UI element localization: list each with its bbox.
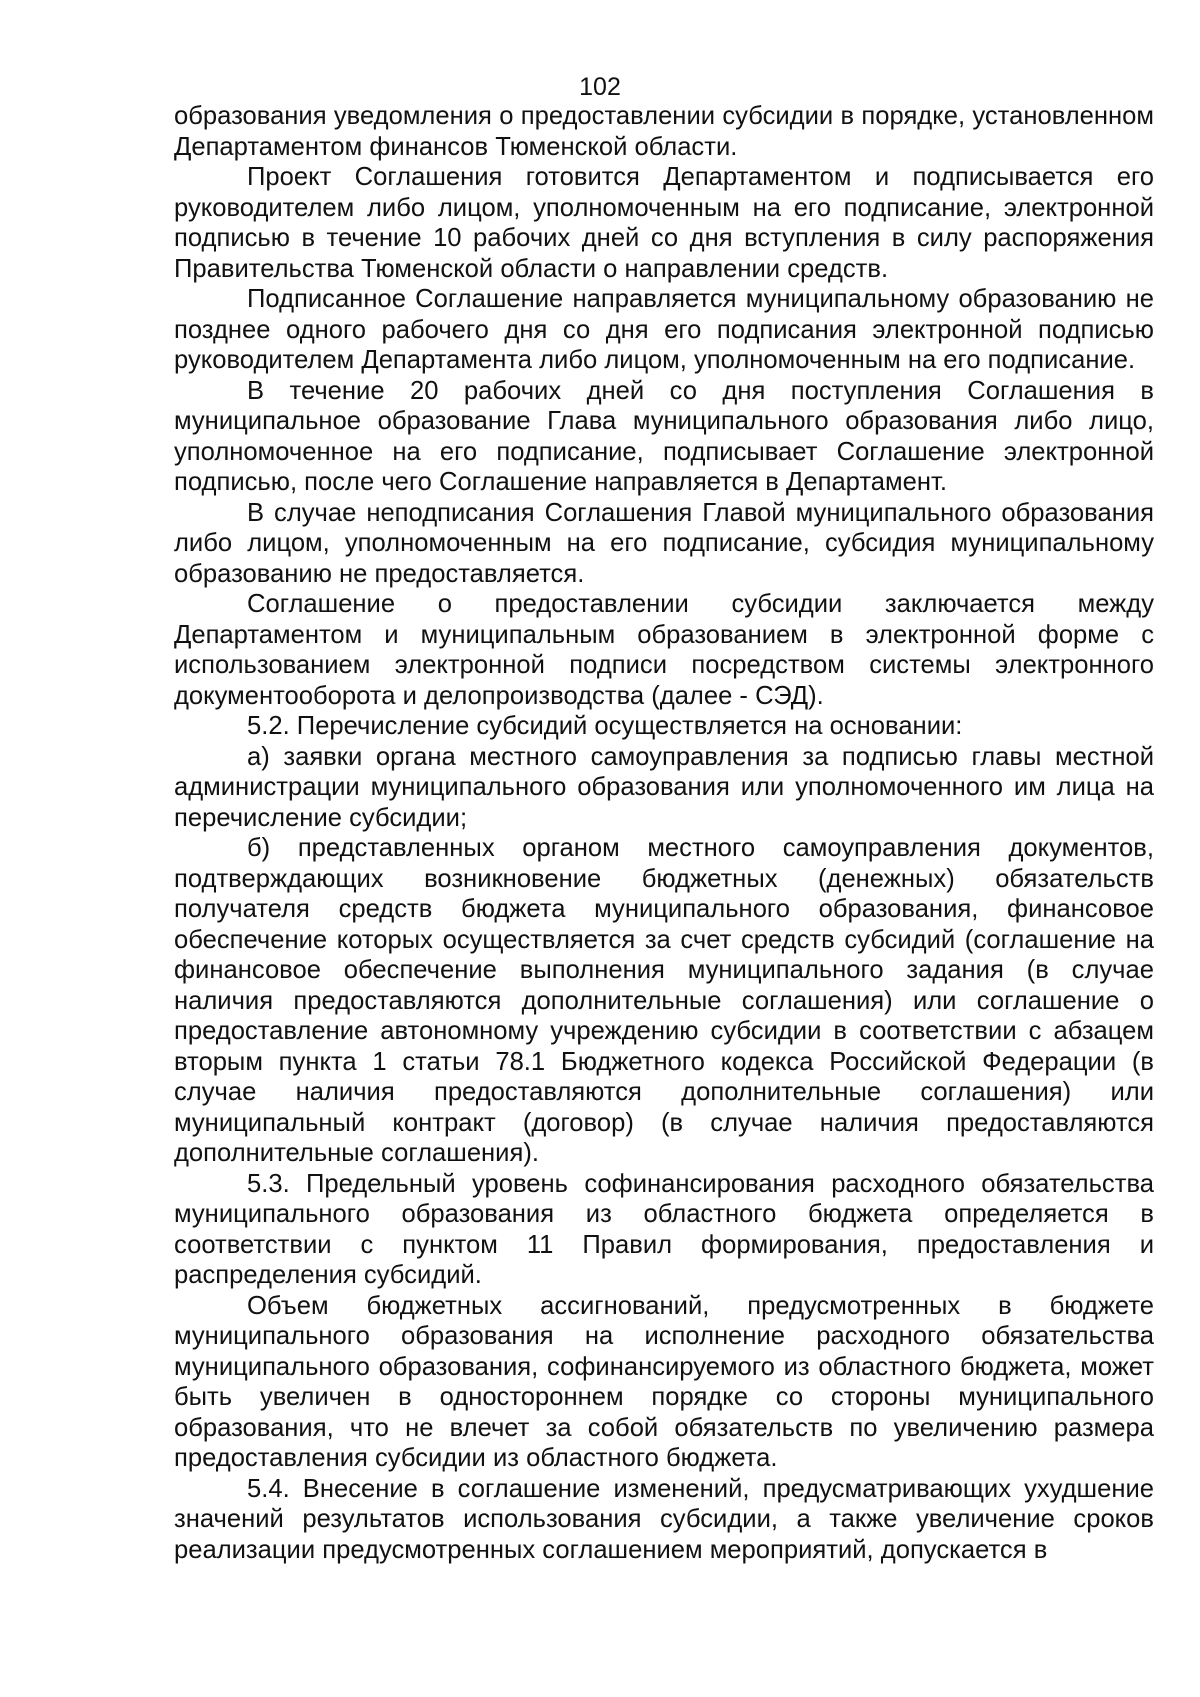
paragraph-electronic-form: Соглашение о предоставлении субсидии заключается между Департаментом и муниципальным образованием в электронной форме с использованием электронной подписи посредством системы электронного документооборота и делопроизводства (далее - СЭД). — [174, 590, 1154, 710]
paragraph-5-3: 5.3. Предельный уровень софинансирования расходного обязательства муниципального образования из областного бюджета определяется в соответствии с пунктом 11 Правил формирования, предоставления и распределения субсидий. — [174, 1169, 1154, 1289]
paragraph-5-4: 5.4. Внесение в соглашение изменений, предусматривающих ухудшение значений результатов использования субсидии, а также увеличение сроков реализации предусмотренных соглашением мероприятий, допускается в — [174, 1474, 1154, 1564]
paragraph-budget-allocations: Объем бюджетных ассигнований, предусмотренных в бюджете муниципального образования на исполнение расходного обязательства муниципального образования, софинансируемого из областного бюджета, может быть увеличен в одностороннем порядке со стороны муниципального образования, что не влечет за собой обязательств по увеличению размера предоставления субсидии из областного бюджета. — [174, 1291, 1154, 1472]
paragraph-5-2-b: б) представленных органом местного самоуправления документов, подтверждающих возникновение бюджетных (денежных) обязательств получателя средств бюджета муниципального образования, финансовое обеспечение которых осуществляется за счет средств субсидий (соглашение на финансовое обеспечение выполнения муниципального задания (в случае наличия предоставляются дополнительные соглашения) или соглашение о предоставление автономному учреждению субсидии в соответствии с абзацем вторым пункта 1 статьи 78.1 Бюджетного кодекса Российской Федерации (в случае наличия предоставляются дополнительные соглашения) или муниципальный контракт (договор) (в случае наличия предоставляются дополнительные соглашения). — [174, 834, 1154, 1167]
paragraph-5-2: 5.2. Перечисление субсидий осуществляется на основании: — [247, 712, 963, 740]
paragraph-non-signing: В случае неподписания Соглашения Главой муниципального образования либо лицом, уполномоченным на его подписание, субсидия муниципальному образованию не предоставляется. — [174, 498, 1154, 588]
document-body — [174, 101, 1154, 1565]
paragraph-continuation: образования уведомления о предоставлении субсидии в порядке, установленном Департаментом финансов Тюменской области. — [174, 102, 1154, 161]
paragraph-signed-agreement: Подписанное Соглашение направляется муниципальному образованию не позднее одного рабочего дня со дня его подписания электронной подписью руководителем Департамента либо лицом, уполномоченным на его подписание. — [174, 285, 1154, 374]
paragraph-signing-deadline: В течение 20 рабочих дней со дня поступления Соглашения в муниципальное образование Глава муниципального образования либо лицо, уполномоченное на его подписание, подписывает Соглашение электронной подписью, после чего Соглашение направляется в Департамент. — [174, 376, 1154, 496]
page-number: 102 — [579, 73, 621, 101]
paragraph-agreement-draft: Проект Соглашения готовится Департаментом и подписывается его руководителем либо лицом, уполномоченным на его подписание, электронной подписью в течение 10 рабочих дней со дня вступления в силу распоряжения Правительства Тюменской области о направлении средств. — [174, 163, 1154, 283]
paragraph-5-2-a: а) заявки органа местного самоуправления за подписью главы местной администрации муниципального образования или уполномоченного им лица на перечисление субсидии; — [174, 742, 1154, 832]
